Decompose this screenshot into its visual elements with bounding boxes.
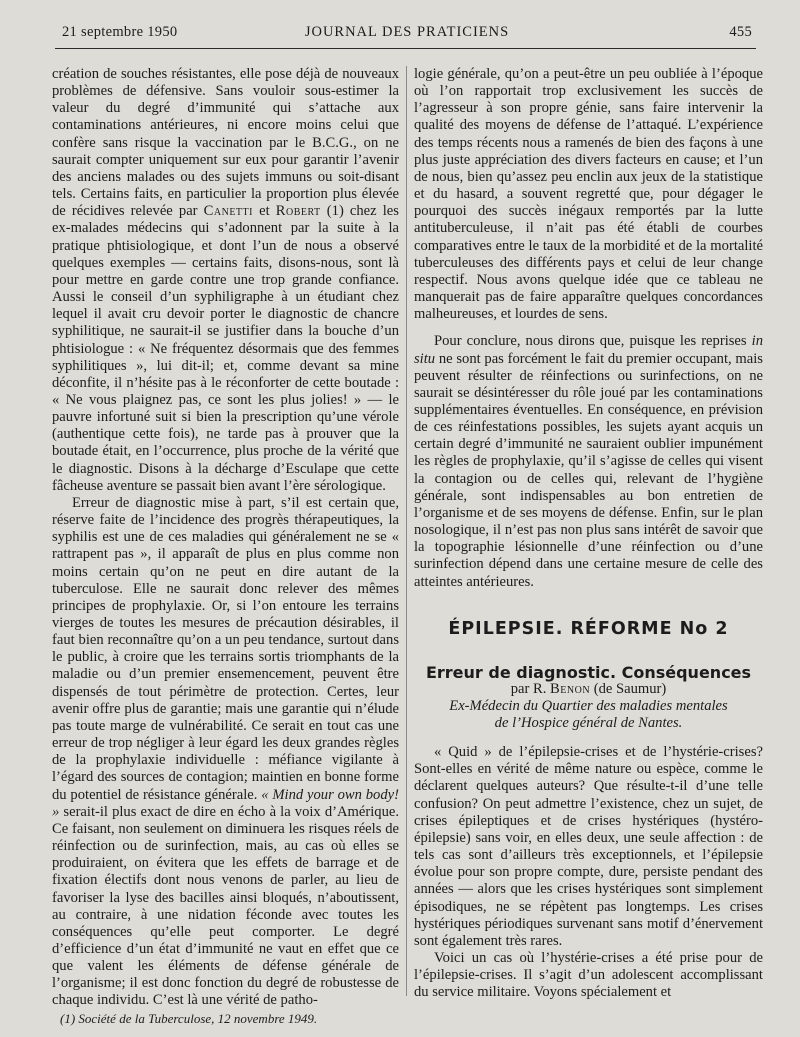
byline: par R. Benon (de Saumur) xyxy=(510,681,667,697)
paragraph: création de souches résistantes, elle pose déjà de nouveaux problèmes de défensive. Sans vouloir sous-estimer la valeur du degré d’immunité qui s’attache aux contaminations antérieures, ni encore moins celui que confère sans risque la vaccination par le B.C.G., on ne saurait compter uniquement sur eux pour garantir l’avenir des anciens malades ou des sujets immuns ou soit-disant tels. Certains faits, en particulier la proportion plus élevée de récidives relevée par Canetti et Robert (1) chez les ex-malades médecins qui s’adonnent par la suite à la pratique phtisiologique, et dont l’un de nous a observé quelques exemples — certains faits, disons-nous, sont là pour mettre en garde contre une trop grande confiance. Aussi le conseil d’un syphiligraphe à un étudiant chez lequel il avait cru devoir porter le diagnostic de chancre syphilitique, ne saurait-il se justifier dans la bouche d’un phtisiologue : « Ne fréquentez désormais que des femmes syphilitiques », lui dit-il; et, comme devant sa mine déconfite, il n’hésite pas à le réconforter de cette boutade : « Ne vous plaignez pas, ce sont les plus jolies! » — le pauvre infortuné suit si bien la prescription qu’une vérole (authentique cette fois), ne tarde pas à prouver que la boutade était, en l’occurrence, plus proche de la vérité que le diagnostic. Disons à la décharge d’Esculape que cette fâcheuse aventure se passait bien avant l’ère sérologique. xyxy=(52,66,399,494)
journal-title: JOURNAL DES PRATICIENS xyxy=(304,24,510,40)
footnote: (1) Société de la Tuberculose, 12 novembre 1949. xyxy=(60,1010,318,1026)
header-rule xyxy=(55,48,756,49)
author-name: Canetti xyxy=(203,203,253,220)
paragraph: Voici un cas où l’hystérie-crises a été prise pour de l’épilepsie-crises. Il s’agit d’un adolescent accomplissant du service militaire. Voyons spécialement et xyxy=(414,950,763,1001)
page-number: 455 xyxy=(729,24,752,40)
section-title: ÉPILEPSIE. RÉFORME No 2 xyxy=(448,618,729,639)
paragraph: « Quid » de l’épilepsie-crises et de l’hystérie-crises? Sont-elles en vérité de même nature ou espèce, comme le déclarent quelques auteurs? Que résulte-t-il d’une telle confusion? On peut admettre l’existence, chez un sujet, de crises épileptiques et de crises hystériques (hystéro-épilepsie) sans voir, en elles deux, une seule affection : de tels cas sont d’ailleurs très exceptionnels, et l’épilepsie évolue pour son propre compte, dure, persiste pendant des années — alors que les crises hystériques sont simplement épisodiques, ne se répètent pas longtemps. Les crises hystériques périodiques survenant sans motif d’énervement sont également très rares. xyxy=(414,744,763,949)
quote: « Mind your own body! » xyxy=(52,786,399,820)
author-name: Robert xyxy=(275,203,321,220)
affiliation: Ex-Médecin du Quartier des maladies mentales xyxy=(449,698,728,715)
left-column xyxy=(52,66,399,1027)
page-header xyxy=(62,24,752,46)
header-date: 21 septembre 1950 xyxy=(62,24,178,40)
right-column xyxy=(414,66,763,1002)
paragraph: Pour conclure, nous dirons que, puisque les reprises in situ ne sont pas forcément le fait du premier occupant, mais peuvent résulter de réinfections ou surinfections, on ne saurait se désintéresser du rôle joué par les contaminations supplémentaires éventuelles. En conséquence, en prévision de ces réinfestations possibles, les sujets ayant acquis un certain degré d’immunité ne sauraient oublier impunément les règles de prophylaxie, qu’il s’agisse de celles qui visent la contagion ou de celles qui, relevant de l’hygiène générale, sont indispensables au bon entretien de l’organisme et de ses moyens de défense. Enfin, sur le plan nosologique, il n’est pas non plus sans intérêt de savoir que la topographie lésionnelle d’une réinfection ou d’une surinfection dépend dans une certaine mesure de celle des atteintes antérieures. xyxy=(414,333,764,590)
column-divider xyxy=(406,66,407,996)
affiliation: de l’Hospice général de Nantes. xyxy=(494,715,683,732)
paragraph: logie générale, qu’on a peut-être un peu oubliée à l’époque où l’on rapportait trop exclusivement les succès de l’agresseur à son propre génie, sans faire intervenir la qualité des moyens de défense de l’attaqué. L’expérience des temps récents nous a ramenés de bien des façons à une plus juste appréciation des divers facteurs en cause; et l’un de nous, bien qu’assez peu enclin aux jeux de la statistique et du hasard, a souvent regretté que, pour dégager le pourquoi des succès inégaux remportés par la lutte antituberculeuse, il n’ait pas été établi de courbes comparatives entre le taux de la morbidité et de la mortalité tuberculeuses des différents pays et celui de leur change respectif. Nous avons quelque idée que ce tableau ne manquerait pas de faire apparaître quelques concordances malheureuses, et lourdes de sens. xyxy=(414,66,763,323)
paragraph: Erreur de diagnostic mise à part, s’il est certain que, réserve faite de l’incidence des progrès thérapeutiques, la syphilis est une de ces maladies qui généralement ne se « rattrapent pas », il apparaît de plus en plus comme non moins certain qu’on ne peut en dire autant de la tuberculose. Elle ne saurait donc relever des mêmes principes de prophylaxie. Or, si l’on entoure les terrains vierges de toutes les mesures de précaution désirables, il faut bien reconnaître qu’on a un peu tendance, surtout dans le public, à croire que les terrains sortis triomphants de la maladie ou d’un premier ensemencement, peuvent être dispensés de tout périmètre de protection. Certes, leur avenir offre plus de garantie; mais une garantie qui n’élude pas toute marge de vulnérabilité. Ce serait en tout cas une erreur de trop négliger à leur égard les deux grandes règles de la prophylaxie individuelle : méfiance vigilante à l’égard des sources de contagion; maintien en bonne forme du potentiel de résistance générale. « Mind your own body! » serait-il plus exact de dire en écho à la voix d’Amérique. Ce faisant, non seulement on diminuera les risques réels de réinfection ou de surinfection, mais, au cas où elles se produiraient, on évitera que les effets de barrage et de fixation électifs dont nous venons de parler, au lieu de favoriser la lyse des bacilles ainsi bloqués, n’aboutissent, au contraire, à une nidation féconde avec toutes les conséquences qu’elle peut comporter. Le degré d’efficience d’un état d’immunité ne vaut en effet que ce que valent les éléments de défense générale de l’organisme; il est donc fonction du degré de robustesse de chaque individu. C’est là une vérité de patho- xyxy=(52,494,399,1009)
article-subtitle: Erreur de diagnostic. Conséquences xyxy=(425,662,752,682)
